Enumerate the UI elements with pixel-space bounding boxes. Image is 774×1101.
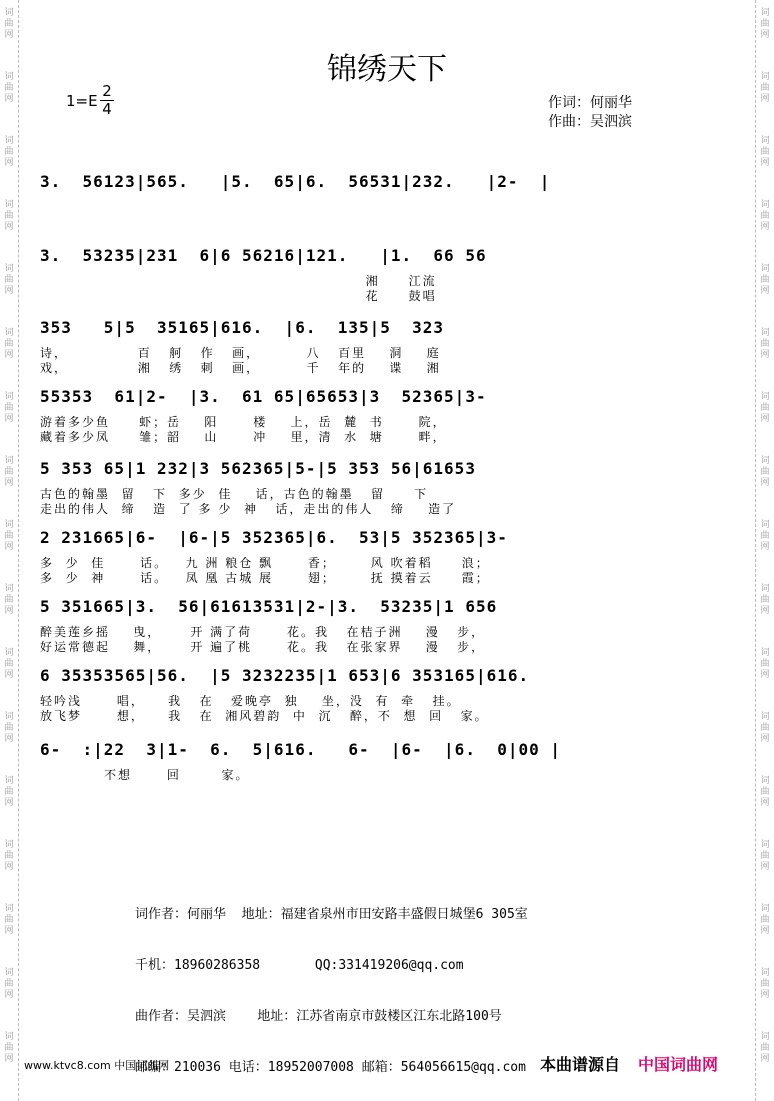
watermark-text: 词 曲 网 bbox=[4, 712, 14, 744]
watermark-text: 词 曲 网 bbox=[760, 1032, 770, 1064]
watermark-text: 词 曲 网 bbox=[760, 648, 770, 680]
credits bbox=[548, 94, 632, 132]
lyric-line: 诗， 百 舸 作 画， 八 百里 洞 庭 bbox=[40, 346, 441, 360]
notation-line: 5 351665|3. 56|61613531|2-|3. 53235|1 656 bbox=[40, 597, 498, 616]
watermark-text: 词 曲 网 bbox=[760, 712, 770, 744]
watermark-text: 词 曲 网 bbox=[760, 584, 770, 616]
watermark-text: 词 曲 网 bbox=[760, 328, 770, 360]
info-line: 千机：18960286358 QQ:331419206@qq.com bbox=[135, 958, 464, 973]
watermark-text: 词 曲 网 bbox=[760, 904, 770, 936]
info-line: 词作者：何丽华 地址：福建省泉州市田安路丰盛假日城堡6 305室 bbox=[135, 907, 528, 922]
notation-line: 5 353 65|1 232|3 562365|5-|5 353 56|61653 bbox=[40, 459, 476, 478]
watermark-text: 词 曲 网 bbox=[760, 840, 770, 872]
notation-line: 6 35353565|56. |5 3232235|1 653|6 353165|616. bbox=[40, 666, 530, 685]
watermark-text: 词 曲 网 bbox=[4, 648, 14, 680]
notation-line: 55353 61|2- |3. 61 65|65653|3 52365|3- bbox=[40, 387, 487, 406]
footer-source-text: 本曲谱源自 bbox=[540, 1055, 621, 1074]
notation-line: 3. 56123|565. |5. 65|6. 56531|232. |2- | bbox=[40, 172, 551, 191]
footer-brand[interactable]: 中国词曲网 bbox=[638, 1055, 719, 1074]
watermark-text: 词 曲 网 bbox=[4, 72, 14, 104]
watermark-text: 词 曲 网 bbox=[4, 776, 14, 808]
lyric-line: 藏着多少凤 雏；韶 山 冲 里，清 水 塘 畔， bbox=[40, 430, 447, 444]
watermark-text: 词 曲 网 bbox=[760, 776, 770, 808]
watermark-text: 词 曲 网 bbox=[4, 392, 14, 424]
lyric-line: 游着多少鱼 虾；岳 阳 楼 上，岳 麓 书 院， bbox=[40, 415, 447, 429]
notation-line: 6- :|22 3|1- 6. 5|616. 6- |6- |6. 0|00 | bbox=[40, 740, 562, 759]
lyric-line: 多 少 佳 话。 九 洲 粮仓 飘 香； 风 吹着稻 浪； bbox=[40, 556, 490, 570]
key-signature: 1=E bbox=[66, 92, 98, 110]
watermark-text: 词 曲 网 bbox=[4, 584, 14, 616]
lyric-line: 醉美莲乡摇 曳， 开 满了荷 花。我 在桔子洲 漫 步， bbox=[40, 625, 486, 639]
lyric-line: 走出的伟人 缔 造 了 多 少 神 话，走出的伟人 缔 造了 bbox=[40, 502, 457, 516]
footer-site[interactable]: www.ktvc8.com 中国词曲网 bbox=[24, 1059, 170, 1072]
lyric-line: 戏， 湘 绣 刺 画， 千 年的 谍 湘 bbox=[40, 361, 441, 375]
watermark-text: 词 曲 网 bbox=[760, 520, 770, 552]
lyric-line: 古色的翰墨 留 下 多少 佳 话，古色的翰墨 留 下 bbox=[40, 487, 429, 501]
watermark-text: 词 曲 网 bbox=[760, 8, 770, 40]
time-signature-bottom: 4 bbox=[102, 100, 112, 118]
info-line: 曲作者：吴泗滨 地址：江苏省南京市鼓楼区江东北路100号 bbox=[135, 1009, 502, 1024]
notation-line: 3. 53235|231 6|6 56216|121. |1. 66 56 bbox=[40, 246, 487, 265]
lyric-line: 好运常德起 舞， 开 遍了桃 花。我 在张家界 漫 步， bbox=[40, 640, 486, 654]
watermark-text: 词 曲 网 bbox=[760, 456, 770, 488]
watermark-text: 词 曲 网 bbox=[4, 840, 14, 872]
lyric-line: 多 少 神 话。 凤 凰 古城 展 翅； 抚 摸着云 霞； bbox=[40, 571, 490, 585]
time-signature bbox=[100, 84, 114, 117]
notation-line: 353 5|5 35165|616. |6. 135|5 323 bbox=[40, 318, 445, 337]
watermark-text: 词 曲 网 bbox=[4, 8, 14, 40]
lyric-line: 不想 回 家。 bbox=[40, 768, 250, 782]
watermark-text: 词 曲 网 bbox=[760, 392, 770, 424]
watermark-text: 词 曲 网 bbox=[4, 1032, 14, 1064]
footer-source bbox=[540, 1052, 718, 1075]
watermark-text: 词 曲 网 bbox=[4, 200, 14, 232]
lyric-line: 湘 江流 bbox=[40, 274, 437, 288]
watermark-text: 词 曲 网 bbox=[4, 264, 14, 296]
watermark-text: 词 曲 网 bbox=[760, 264, 770, 296]
watermark-text: 词 曲 网 bbox=[4, 456, 14, 488]
watermark-text: 词 曲 网 bbox=[4, 136, 14, 168]
watermark-text: 词 曲 网 bbox=[760, 136, 770, 168]
notation-line: 2 231665|6- |6-|5 352365|6. 53|5 352365|3- bbox=[40, 528, 508, 547]
contact-info bbox=[135, 872, 528, 1093]
watermark-text: 词 曲 网 bbox=[760, 72, 770, 104]
time-signature-top: 2 bbox=[102, 82, 112, 100]
watermark-text: 词 曲 网 bbox=[4, 904, 14, 936]
watermark-text: 词 曲 网 bbox=[760, 200, 770, 232]
lyric-line: 放飞梦 想， 我 在 湘风碧韵 中 沉 醉，不 想 回 家。 bbox=[40, 709, 489, 723]
watermark-text: 词 曲 网 bbox=[4, 328, 14, 360]
watermark-text: 词 曲 网 bbox=[4, 968, 14, 1000]
info-line: 邮编：210036 电话：18952007008 邮箱：564056615@qq.com bbox=[135, 1060, 526, 1075]
lyricist: 作词：何丽华 bbox=[548, 95, 632, 111]
lyric-line: 花 鼓唱 bbox=[40, 289, 437, 303]
composer: 作曲：吴泗滨 bbox=[548, 114, 632, 130]
watermark-text: 词 曲 网 bbox=[760, 968, 770, 1000]
watermark-text: 词 曲 网 bbox=[4, 520, 14, 552]
song-title: 锦绣天下 bbox=[327, 52, 447, 87]
lyric-line: 轻吟浅 唱， 我 在 爱晚亭 独 坐，没 有 牵 挂。 bbox=[40, 694, 461, 708]
